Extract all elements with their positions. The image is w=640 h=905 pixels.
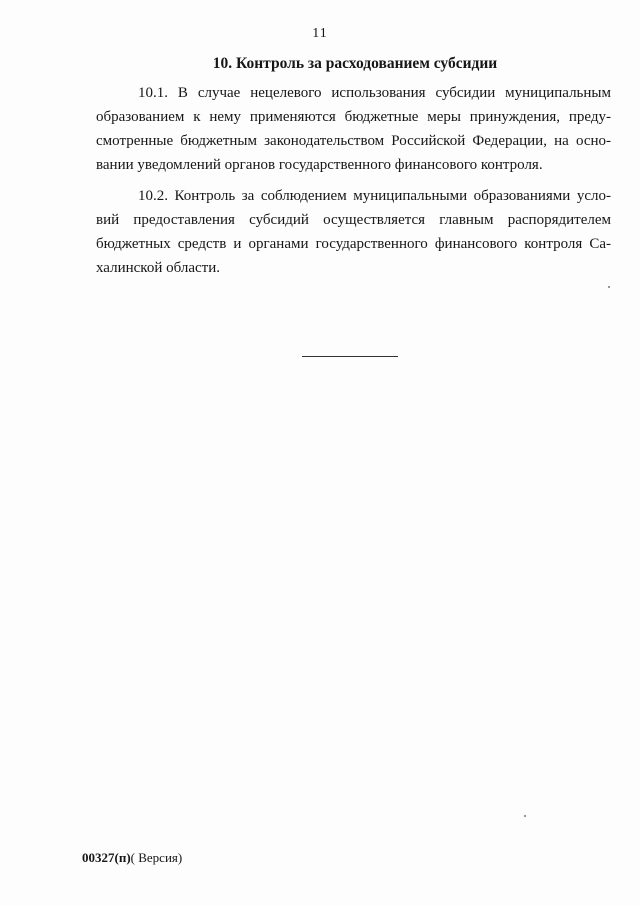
paragraph-line: смотренные бюджетным законодательством Российской Федерации, на осно-	[96, 133, 611, 149]
end-of-document-rule	[302, 356, 398, 357]
page-number: 11	[312, 26, 328, 41]
paragraph-line: бюджетных средств и органами государственного финансового контроля Са-	[96, 236, 611, 252]
document-code	[82, 850, 182, 866]
paragraph-10-1	[96, 81, 611, 177]
document-code-number: 00327(п)	[82, 850, 131, 865]
scan-speck	[524, 815, 526, 817]
scan-speck	[608, 286, 610, 288]
paragraph-line: вий предоставления субсидий осуществляется главным распорядителем	[96, 212, 611, 228]
document-version-label: ( Версия)	[130, 850, 183, 865]
paragraph-line: 10.1. В случае нецелевого использования субсидии муниципальным	[138, 85, 611, 101]
paragraph-line: халинской области.	[96, 260, 220, 276]
paragraph-line: 10.2. Контроль за соблюдением муниципальными образованиями усло-	[138, 188, 611, 204]
paragraph-line: образованием к нему применяются бюджетные меры принуждения, преду-	[96, 109, 611, 125]
section-title: 10. Контроль за расходованием субсидии	[212, 55, 498, 72]
paragraph-10-2	[96, 184, 611, 280]
paragraph-line: вании уведомлений органов государственного финансового контроля.	[96, 157, 543, 173]
